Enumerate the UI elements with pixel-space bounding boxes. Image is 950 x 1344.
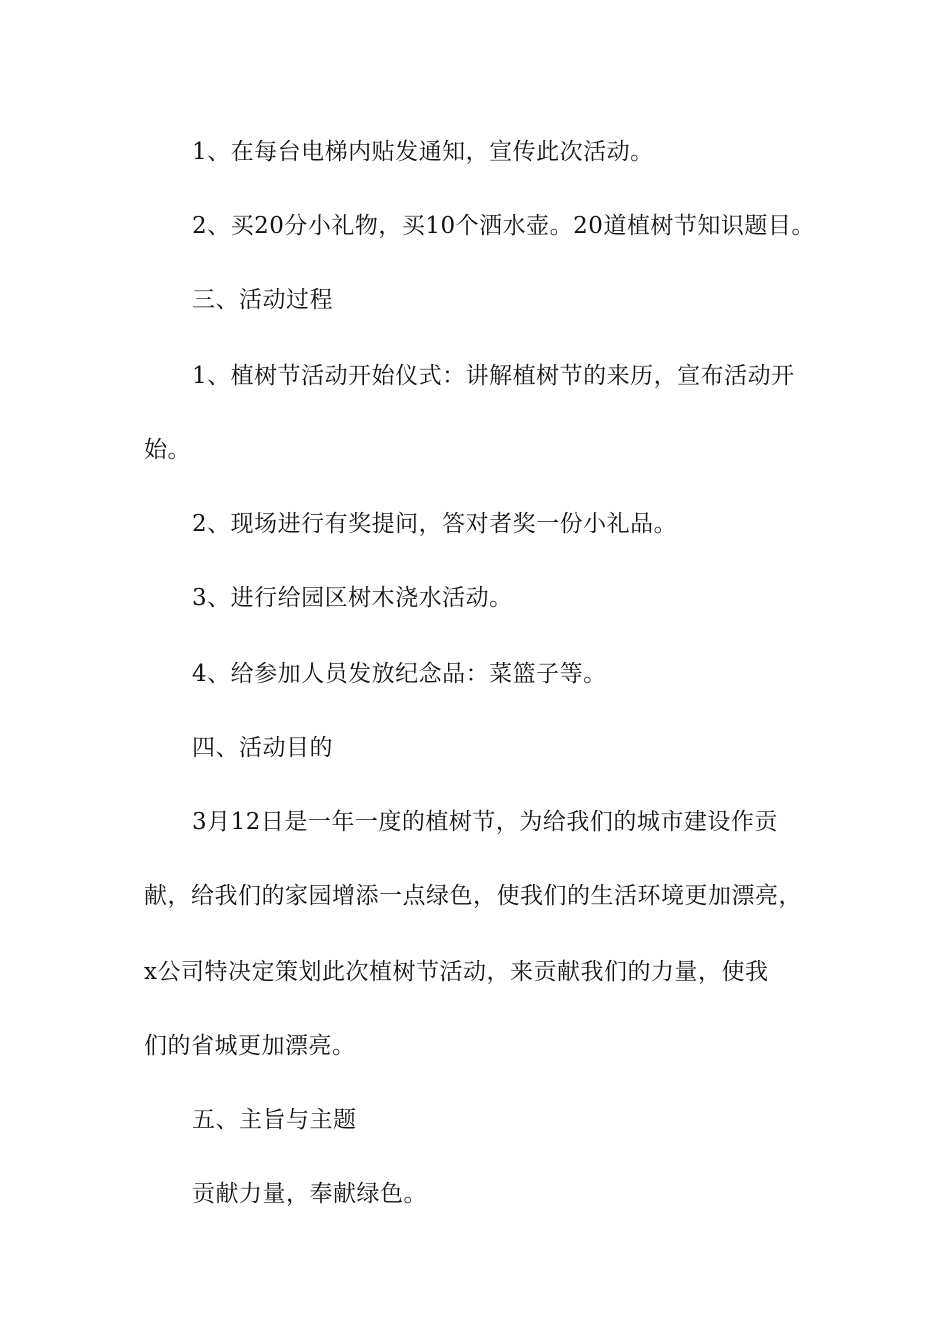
paragraph-line: x公司特决定策划此次植树节活动，来贡献我们的力量，使我 [144, 959, 769, 985]
paragraph-line: 3月12日是一年一度的植树节，为给我们的城市建设作贡 [192, 809, 778, 835]
section-heading: 五、主旨与主题 [192, 1107, 357, 1133]
section-heading: 四、活动目的 [192, 735, 333, 761]
paragraph-line: 1、在每台电梯内贴发通知，宣传此次活动。 [192, 139, 654, 165]
paragraph-line: 们的省城更加漂亮。 [144, 1033, 356, 1059]
paragraph-line: 4、给参加人员发放纪念品：菜篮子等。 [192, 661, 607, 687]
paragraph-line: 3、进行给园区树木浇水活动。 [192, 585, 513, 611]
paragraph-line: 始。 [144, 437, 191, 463]
section-heading: 三、活动过程 [192, 287, 333, 313]
paragraph-line: 2、买20分小礼物，买10个洒水壶。20道植树节知识题目。 [192, 213, 815, 239]
paragraph-line: 1、植树节活动开始仪式：讲解植树节的来历，宣布活动开 [192, 363, 795, 389]
paragraph-line: 2、现场进行有奖提问，答对者奖一份小礼品。 [192, 511, 678, 537]
paragraph-line: 贡献力量，奉献绿色。 [192, 1181, 427, 1207]
paragraph-line: 献，给我们的家园增添一点绿色，使我们的生活环境更加漂亮， [144, 883, 802, 909]
